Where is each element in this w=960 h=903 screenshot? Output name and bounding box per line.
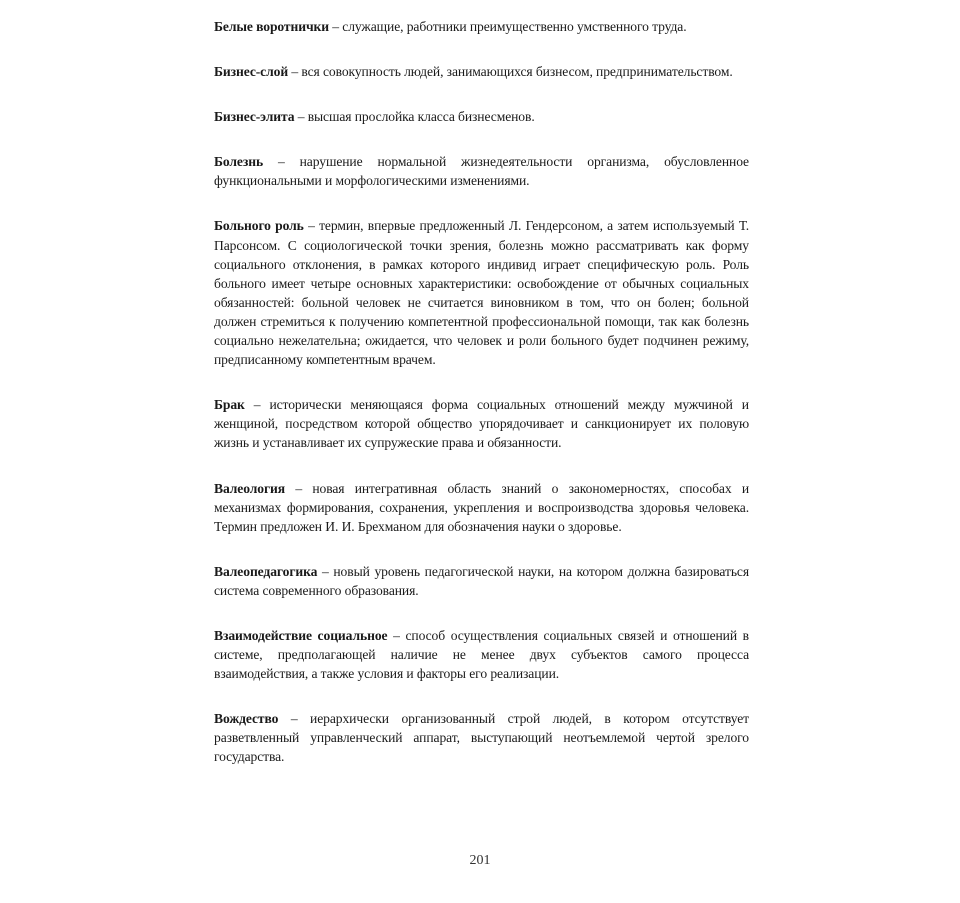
- entry-term: Бизнес-слой: [214, 64, 289, 80]
- entry-term: Бизнес-элита: [214, 109, 295, 125]
- entry-definition: – исторически меняющаяся форма социальных отношений между мужчиной и женщиной, посредством которой общество упорядочивает и санкционирует их половую жизнь и устанавливает их супружеские права и обязанности.: [214, 397, 749, 451]
- entry-definition: – нарушение нормальной жизнедеятельности организма, обусловленное функциональными и морфологическими изменениями.: [214, 154, 749, 189]
- entry-definition: – новая интегративная область знаний о закономерностях, способах и механизмах формирования, сохранения, укрепления и воспроизводства здоровья человека. Термин предложен И. И. Брехманом для обозначения науки о здоровье.: [214, 480, 749, 534]
- glossary-entry-brak: [214, 395, 749, 452]
- entry-term: Вождество: [214, 711, 279, 727]
- glossary-entry-valeopedagogika: [214, 562, 749, 600]
- entry-definition: – высшая прослойка класса бизнесменов.: [294, 109, 535, 125]
- entry-term: Взаимодействие социальное: [214, 627, 388, 643]
- entry-definition: – новый уровень педагогической науки, на котором должна базироваться система современного образования.: [214, 563, 749, 598]
- entry-definition: – иерархически организованный строй людей, в котором отсутствует разветвленный управленческий аппарат, выступающий неотъемлемой чертой зрелого государства.: [214, 711, 749, 765]
- glossary-entry-bolnogo-rol: [214, 216, 749, 369]
- entry-definition: – вся совокупность людей, занимающихся бизнесом, предпринимательством.: [288, 64, 733, 80]
- entry-term: Валеология: [214, 480, 286, 496]
- glossary-entry-biznes-sloy: [214, 62, 749, 81]
- page-number: 201: [469, 853, 491, 868]
- glossary-entry-biznes-elita: [214, 107, 749, 126]
- glossary-entry-vzaimodeystvie-socialnoe: [214, 626, 749, 683]
- entry-term: Брак: [214, 397, 245, 413]
- entry-definition: – служащие, работники преимущественно умственного труда.: [329, 19, 687, 34]
- glossary-page: [214, 17, 749, 767]
- glossary-entry-vozhdestvo: [214, 709, 749, 766]
- entry-term: Белые воротнички: [214, 19, 329, 34]
- glossary-entry-bolezn: [214, 152, 749, 190]
- entry-term: Болезнь: [214, 154, 264, 170]
- entry-term: Больного роль: [214, 218, 304, 234]
- glossary-entry-valeologiya: [214, 479, 749, 536]
- glossary-entry-belye-vorotnichki: [214, 17, 749, 36]
- entry-definition: – термин, впервые предложенный Л. Гендерсоном, а затем используемый Т. Парсонсом. С социологической точки зрения, болезнь можно рассматривать как форму социального отклонения, в рамках которого индивид играет специфическую роль. Роль больного имеет четыре основных характеристики: освобождение от обычных социальных обязанностей: больной человек не считается виновником в том, что он болен; больной должен стремиться к получению компетентной профессиональной помощи, так как болезнь социально нежелательна; ожидается, что человек и роли больного будет подчинен режиму, предписанному компетентным врачем.: [214, 218, 749, 368]
- entry-term: Валеопедагогика: [214, 563, 318, 579]
- entry-definition: – способ осуществления социальных связей и отношений в системе, предполагающей наличие не менее двух субъектов самого процесса взаимодействия, а также условия и факторы его реализации.: [214, 627, 749, 682]
